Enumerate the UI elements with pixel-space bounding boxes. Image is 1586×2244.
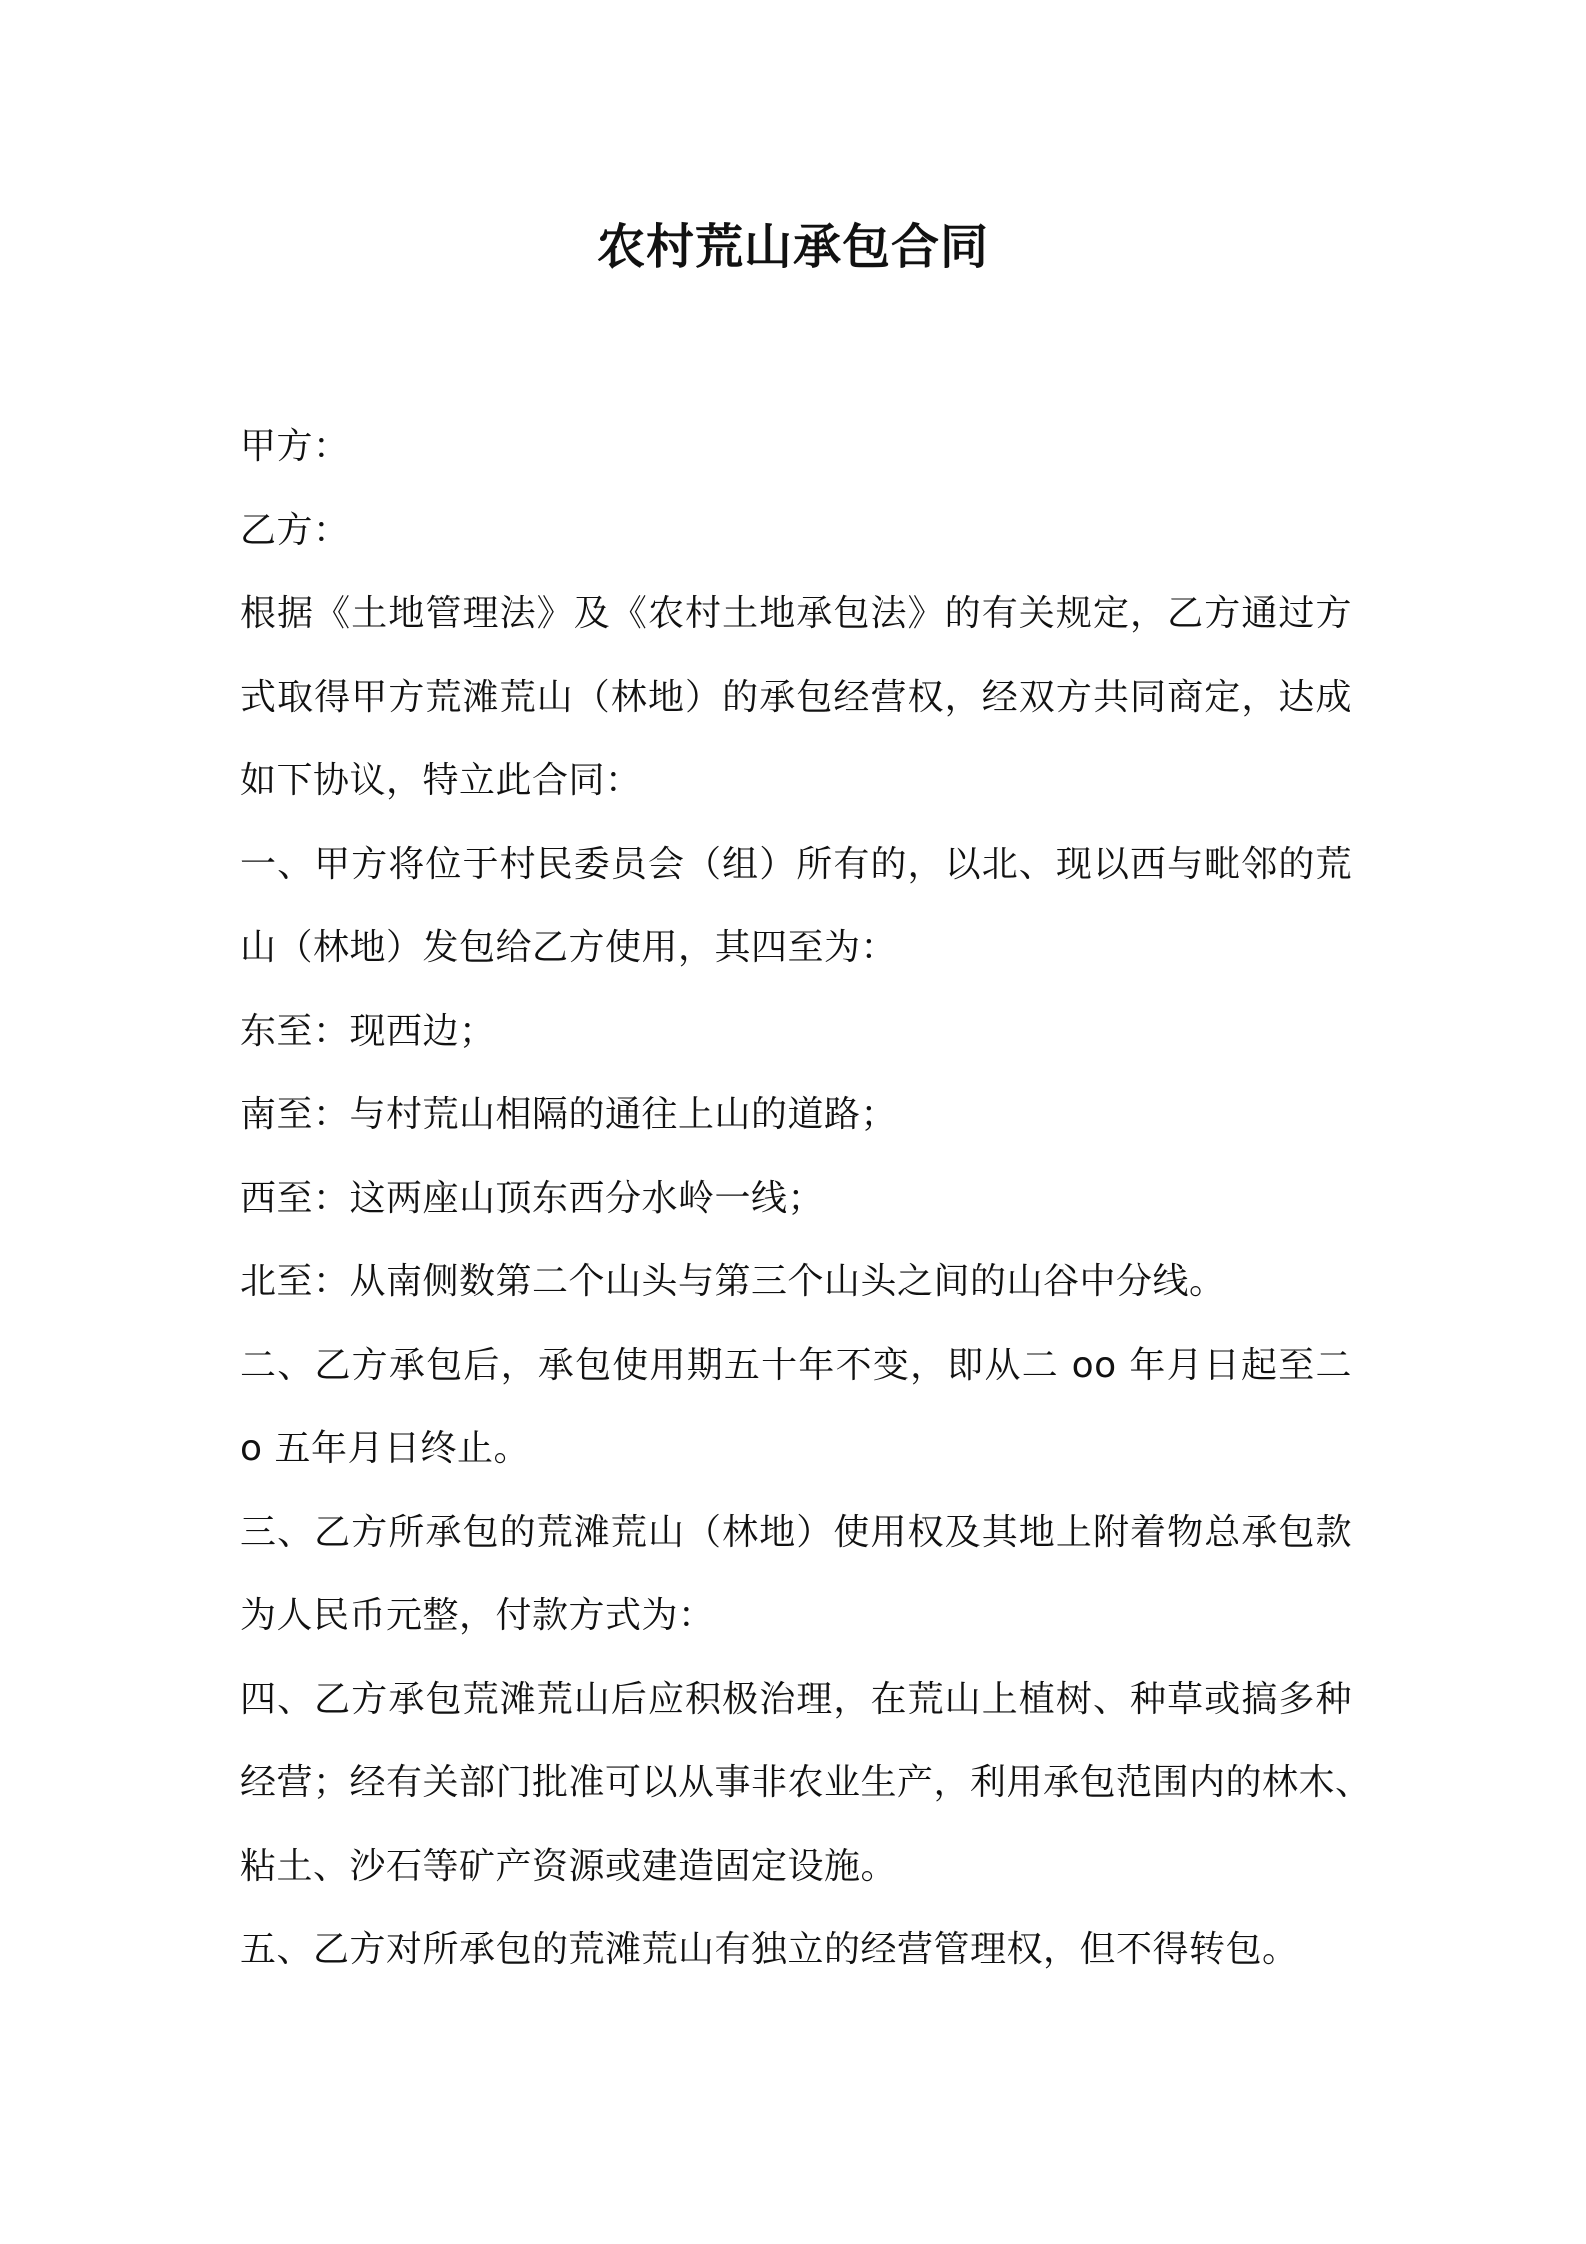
text-line: 甲方： (240, 426, 350, 467)
text-line: 山（林地）发包给乙方使用，其四至为： (240, 927, 898, 968)
text-line: 式取得甲方荒滩荒山（林地）的承包经营权，经双方共同商定，达成 (240, 676, 1352, 718)
text-line: 乙方： (240, 509, 350, 551)
text-line: 一、甲方将位于村民委员会（组）所有的，以北、现以西与毗邻的荒 (240, 843, 1352, 885)
text-line: o 五年月日终止。 (240, 1428, 530, 1469)
text-line: 南至：与村荒山相隔的通往上山的道路； (240, 1094, 898, 1135)
text-line: 为人民币元整，付款方式为： (240, 1595, 715, 1636)
document-body (240, 405, 1372, 1992)
text-line: 如下协议，特立此合同： (240, 760, 642, 801)
text-line: 西至：这两座山顶东西分水岭一线； (240, 1177, 825, 1219)
text-line: 经营；经有关部门批准可以从事非农业生产，利用承包范围内的林木、 (240, 1762, 1372, 1803)
text-line: 根据《土地管理法》及《农村土地承包法》的有关规定，乙方通过方 (240, 593, 1352, 634)
text-line: 五、乙方对所承包的荒滩荒山有独立的经营管理权，但不得转包。 (240, 1929, 1299, 1970)
document-title: 农村荒山承包合同 (596, 219, 989, 275)
text-line: 二、乙方承包后，承包使用期五十年不变，即从二 oo 年月日起至二 (240, 1344, 1352, 1386)
text-line: 三、乙方所承包的荒滩荒山（林地）使用权及其地上附着物总承包款 (240, 1511, 1352, 1553)
text-line: 四、乙方承包荒滩荒山后应积极治理，在荒山上植树、种草或搞多种 (240, 1678, 1352, 1720)
text-line: 东至：现西边； (240, 1010, 496, 1052)
text-line: 粘土、沙石等矿产资源或建造固定设施。 (240, 1845, 898, 1887)
text-line: 北至：从南侧数第二个山头与第三个山头之间的山谷中分线。 (240, 1261, 1226, 1302)
